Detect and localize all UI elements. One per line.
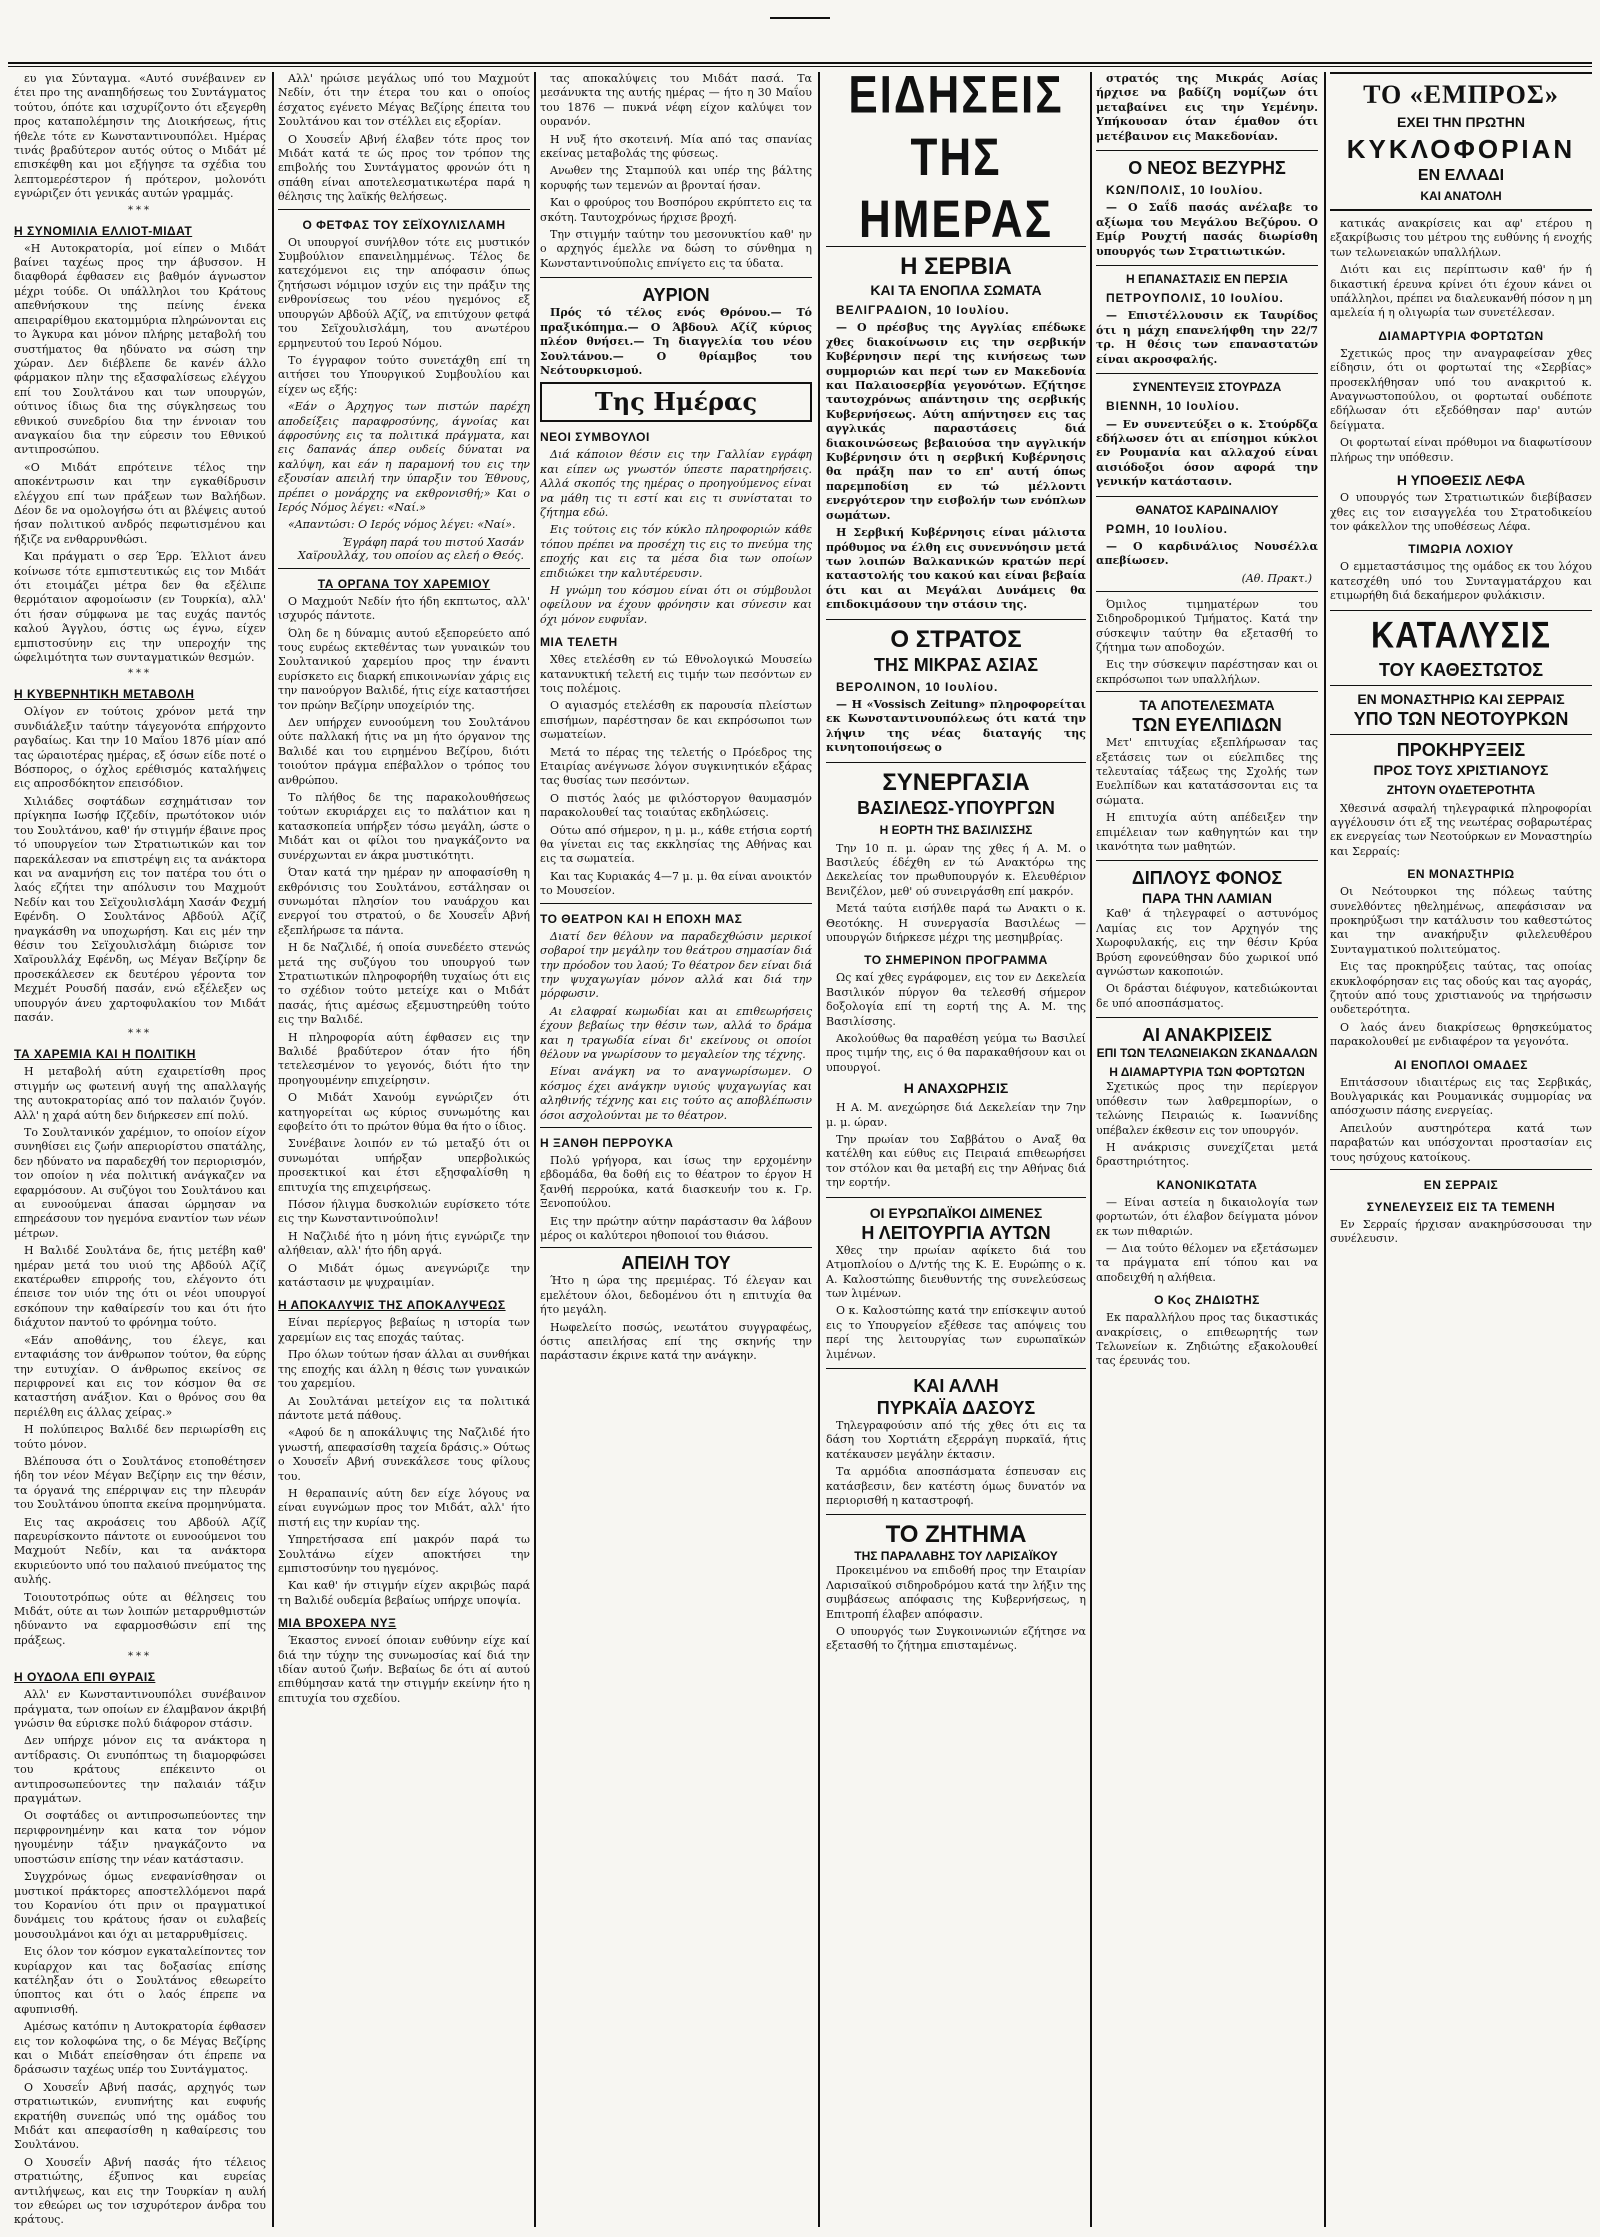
article-paragraph: Επιτάσσουν ιδιαιτέρως εις τας Σερβικάς, Βουλγαρικάς και Ρουμανικάς συμμορίας να απόσχωσιν πάσης ενεργείας. <box>1330 1075 1592 1118</box>
section-heading: ΜΙΑ ΤΕΛΕΤΗ <box>540 635 618 650</box>
section-heading: Ο ΣΤΡΑΤΟΣ <box>890 625 1022 653</box>
divider <box>1096 373 1318 374</box>
divider <box>1096 591 1318 592</box>
source-credit: (Αθ. Πρακτ.) <box>1241 571 1312 585</box>
divider <box>278 568 530 569</box>
article-paragraph: Είναι ανάγκη να το αναγνωρίσωμεν. Ο κόσμος έχει ανάγκην υγιούς ψυχαγωγίας και αληθινής τέχνης και εις τούτο ας αποβλέπωσιν όσοι ασχολούνται με το θέατρον. <box>540 1065 812 1122</box>
page-header-ornament <box>770 8 830 28</box>
dateline: ΒΕΛΙΓΡΑΔΙΟΝ, 10 Ιουλίου. <box>836 303 1010 317</box>
section-heading: ΕΝ ΣΕΡΡΑΙΣ <box>1423 1178 1499 1193</box>
article-paragraph: Πόσον ήλιγμα δυσκολιών ευρίσκετο τότε εις την Κωνσταντινούπολιν! <box>278 1198 530 1226</box>
section-heading: Ο ΦΕΤΦΑΣ ΤΟΥ ΣΕΪΧΟΥΛΙΣΛΑΜΗ <box>302 217 506 232</box>
section-subheading: Η ΛΕΙΤΟΥΡΓΙΑ ΑΥΤΩΝ <box>861 1222 1051 1243</box>
section-heading: ΣΥΝΕΡΓΑΣΙΑ <box>882 768 1030 796</box>
article-paragraph: Ολίγον εν τούτοις χρόνον μετά την συνδιάλεξιν ταύτην τάγεγονότα επήρχοντο ραγδαίως. Και την 10 Μαΐου 1876 μίαν από τας ώραιοτέρας ημέρας, εξ όσων είδε ποτέ ο Βόσπορος, ο όχλος ερέθισμός καταλήψεις εις απροσδόκητον επεισόδιον. <box>14 705 266 791</box>
article-paragraph: Το έγγραφον τούτο συνετάχθη επί τη αιτήσει του Υπουργικού Συμβουλίου και είχεν ως εξής: <box>278 353 530 396</box>
article-paragraph: Χθεσινά ασφαλή τηλεγραφικά πληροφορίαι αγγέλουσιν ότι εξ της νεωτέρας σοβαρωτέρας εκ ενεργείας των Νεοτούρκων εν Μοναστηρίω και Σερραίς: <box>1330 801 1592 858</box>
section-subheading: ΤΗΣ ΠΑΡΑΛΑΒΗΣ ΤΟΥ ΛΑΡΙΣΑΪΚΟΥ <box>854 1549 1058 1564</box>
circulation-line: ΚΑΙ ΑΝΑΤΟΛΗ <box>1420 189 1502 203</box>
article-paragraph: Η δε Ναζλιδέ, ή οποία συνεδέετο στενώς μετά της συζύγου του υπουργού των Στρατιωτικών πληροφορήθη τυχαίως ότι εις το σχέδιον τούτο μετείχε και ο Μιδάτ πασάς, ήτις αμέσως εξεμυστηρεύθη τούτο εις την Βαλιδέ. <box>278 941 530 1027</box>
article-paragraph: Πολύ γρήγορα, και ίσως την ερχομένην εβδομάδα, θα δοθή εις το θέατρον το έργον Η ξανθή περρούκα, κατά διασκευήν του κ. Γρ. Ξενοπούλου. <box>540 1153 812 1211</box>
article-paragraph: Ο Χουσεΐν Αβνή πασάς ήτο τέλειος στρατιώτης, έξυπνος και ευρείας αντιλήψεως, και εις την Τουρκίαν η αυλή τον εθεώρει ως τον ισχυρότερον άνδρα του κράτους. <box>14 2155 266 2227</box>
column-5 <box>1096 72 1318 2227</box>
top-rule <box>8 62 1592 64</box>
article-paragraph: — Επιστέλλουσιν εκ Ταυρίδος ότι η μάχη επανελήφθη την 22/7 τρ. Η θέσις των επαναστατών είναι ακροσφαλής. <box>1096 309 1318 366</box>
article-paragraph: Η νυξ ήτο σκοτεινή. Μία από τας σπανίας εκείνας μεταβολάς της φύσεως. <box>540 132 812 161</box>
headline-subtitle: ΤΟΥ ΚΑΘΕΣΤΩΤΟΣ <box>1378 659 1544 680</box>
article-paragraph: Συγχρόνως όμως ενεφανίσθησαν οι μυστικοί πράκτορες αποστελλόμενοι παρά του Κορανίου ότι πριν οι πραγματικοί δυνάμεις του κράτους ήσαν οι ευλαβείς μουσουλμάνοι και όχι αι μεταρρυθμίσεις. <box>14 1870 266 1941</box>
article-paragraph: Οι δράσται διέφυγον, κατεδιώκονται δε υπό αποσπάσματος. <box>1096 982 1318 1010</box>
dateline: ΚΩΝ/ΠΟΛΙΣ, 10 Ιουλίου. <box>1106 183 1264 198</box>
section-heading: ΑΙ ΕΝΟΠΛΟΙ ΟΜΑΔΕΣ <box>1393 1057 1528 1072</box>
article-paragraph: ευ για Σύνταγμα. «Αυτό συνέβαινεν εν έτει προ της αναπηδήσεως του Συντάγματος τούτου, όπότε και ισχυρίζοντο ότι εξεγερθη προς καταπολέμησιν της Διοικήσεως, ήτις ήθελε τότε εν Κωνσταντινουπόλει. Ημέρας τινάς βραδύτερον αυτός ούτος ο Μιδάτ μέ επισκέφθη και μοι εξήγησε τα σχέδια του λεπτομερέστερον ή πρότερον, μολονότι εγνώριζεν ότι γενικάς αυτών γραμμάς. <box>14 72 266 201</box>
section-heading: ΔΙΑΜΑΡΤΥΡΙΑ ΦΟΡΤΩΤΩΝ <box>1378 328 1544 343</box>
article-paragraph: — Ο Σαΐδ πασάς ανέλαβε το αξίωμα του Μεγάλου Βεζύρου. Ο Εμίρ Ρουχτή πασάς διωρίσθη υπουργός των Στρατιωτικών. <box>1096 201 1318 258</box>
article-paragraph: Αλλ' εν Κωνσταντινουπόλει συνέβαινον πράγματα, των οποίων εν έλαμβανον άκριβή γνώσιν θα εύρισκε πολύ διάφορον στάσιν. <box>14 1688 266 1731</box>
article-paragraph: Η πληροφορία αύτη έφθασεν εις την Βαλιδέ βραδύτερον όταν ήτο ήδη τετελεσμένον το γεγονός, διότι ήτο την προηγουμένην επιχείρησιν. <box>278 1030 530 1087</box>
article-paragraph: Όλη δε η δύναμις αυτού εξεπορεύετο από τους ευρέως εκτεθέντας των γυναικών του Σουλτανικού χαρεμίου προς την έναντι ευρίσκετο εις διαρκή επικοινωνίαν χάρις εις την πανούργον Βαλιδέ, ήτις είχε καταστήσει τον πρώην Βεζίρην υποχείριόν της. <box>278 626 530 712</box>
section-heading: ΤΟ ΖΗΤΗΜΑ <box>885 1521 1027 1549</box>
column-rule <box>534 72 536 2227</box>
column-1 <box>14 72 266 2227</box>
section-stars: *** <box>128 1028 152 1040</box>
article-paragraph: Αι ελαφραί κωμωδίαι και αι επιθεωρήσεις έχουν βεβαίως την θέσιν των, αλλά το δράμα και η τραγωδία είναι δι' εκείνους οι οποίοι θέλουν να γνωρίσουν το μεγαλείον της τέχνης. <box>540 1004 812 1061</box>
article-paragraph: Βλέπουσα ότι ο Σουλτάνος ετοποθέτησεν ήδη τον νέον Μέγαν Βεζίρην εις την θέσιν, τα όργανά της επέρριψαν εις την πλευράν του Σουλτάνου ύποπτα εκείνα προμηνύματα. <box>14 1454 266 1512</box>
section-stars: *** <box>128 204 152 216</box>
section-heading: ΣΥΝΕΝΤΕΥΞΙΣ ΣΤΟΥΡΔΖΑ <box>1132 380 1282 395</box>
article-paragraph: Το Σουλτανικόν χαρέμιον, το οποίον είχον συνηθίσει εις ζωήν απεριορίστου σπατάλης, δεν ηδύνατο να παραδεχθή τον περιορισμόν, τον οποίον η νέα πολιτική ανάγκαζεν να εφαρμόσουν. Αι συζύγοι του Σουλτάνου και αι ευνοούμεναι άπασαι ώρμησαν να επηρεάσουν τον ηγεμόνα εναντίον των νέων μέτρων. <box>14 1126 266 1240</box>
article-paragraph: — Είναι αστεία η δικαιολογία των φορτωτών, ότι έλαβον δείγματα μόνον εκ των πιθαριών. <box>1096 1195 1318 1238</box>
article-paragraph: Ο Μιδάτ Χανούμ εγνώριζεν ότι κατηγορείται ως κύριος συνωμότης και εφοβείτο ότι το πρώτον θύμα θα ήτο ο ίδιος. <box>278 1091 530 1133</box>
article-paragraph: Αλλ' ηρώισε μεγάλως υπό του Μαχμούτ Νεδίν, ότι την έτερα του και ο οποίος έσχατος εγένετο Μέγας Βεζίρης έπειτα του Σουλτάνου και τον στέλλει εις εξορίαν. <box>278 72 530 129</box>
section-subheading: ΠΡΟΣ ΤΟΥΣ ΧΡΙΣΤΙΑΝΟΥΣ <box>1373 761 1549 778</box>
article-paragraph: Ως καί χθες εγράφομεν, εις τον εν Δεκελεία Βασιλικόν πύργον θα τελεσθή σήμερον δοξολογία επί τη εορτή της Α. Μ. της Βασιλίσσης. <box>826 971 1086 1028</box>
article-paragraph: Η θεραπαινίς αύτη δεν είχε λόγους να είναι ευγνώμων προς τον Μιδάτ, αλλ' ήτο πιστή εις την κυρίαν της. <box>278 1486 530 1529</box>
section-heading: ΝΕΟΙ ΣΥΜΒΟΥΛΟΙ <box>540 430 650 445</box>
article-paragraph: Η ανάκρισις συνεχίζεται μετά δραστηριότητος. <box>1096 1140 1318 1169</box>
article-paragraph: Την πρωίαν του Σαββάτου ο Αναξ θα κατέλθη και εύθυς εις Πειραιά επιθεωρήσει τον στόλον και θα μεταβή εις την Αθήνας διά την εορτήν. <box>826 1133 1086 1190</box>
news-of-the-day-title: ΕΙΔΗΣΕΙΣ ΤΗΣ ΗΜΕΡΑΣ <box>848 72 1064 250</box>
article-paragraph: Σχετικώς προς την περίεργον υπόθεσιν των λαθρεμπορίων, ο τελώνης Πειραιώς κ. Ιωαννίδης υπέβαλεν έκθεσιν εις τον υπουργόν. <box>1096 1080 1318 1137</box>
article-paragraph: «Εάν αποθάνης, του έλεγε, και ενταφιάσης τον άνθρωπον τούτον, θα εύρης την ευτυχίαν. Ο άνθρωπος εκείνος σε περιφρονεί και εις τον κόσμον θα σε καταστήση ανάξιον. Και ο θρόνος σου θα περιέλθη εις άλλας χείρας.» <box>14 1333 266 1419</box>
column-rule <box>1090 72 1092 2227</box>
article-paragraph: Η Σερβική Κυβέρνησις είναι μάλιστα πρόθυμος να έλθη εις συνεννόησιν μετά των λοιπών Βαλκανικών κρατών περί καταστολής του κακού και είναι βεβαία ότι και αι Μεγάλαι Δυνάμεις θα επιδοκιμάσουν την στάσιν της. <box>826 526 1086 612</box>
ornament-rule-icon <box>770 14 830 22</box>
article-paragraph: Ο αγιασμός ετελέσθη εκ παρουσία πλείστων επισήμων, παρέστησαν δε και εκπρόσωποι των σωματείων. <box>540 699 812 742</box>
section-heading: Η ΚΥΒΕΡΝΗΤΙΚΗ ΜΕΤΑΒΟΛΗ <box>14 687 195 702</box>
section-subheading: ΕΝ ΜΟΝΑΣΤΗΡΙΩ ΚΑΙ ΣΕΡΡΑΙΣ <box>1357 690 1565 707</box>
section-subheading: ΠΥΡΚΑΪΑ ΔΑΣΟΥΣ <box>876 1397 1036 1418</box>
divider <box>826 619 1086 620</box>
section-heading: Η ΣΕΡΒΙΑ <box>900 253 1012 280</box>
divider <box>1330 734 1592 735</box>
article-paragraph: Χθες την πρωίαν αφίκετο διά του Ατμοπλοίου ο Δ/ντής της Κ. Ε. Ευρώπης ο κ. Α. Καλοστώπης διευθυντής της συνελεύσεως των λιμένων. <box>826 1243 1086 1300</box>
dateline: ΒΕΡΟΛΙΝΟΝ, 10 Ιουλίου. <box>836 679 999 694</box>
dateline: ΡΩΜΗ, 10 Ιουλίου. <box>1106 521 1228 536</box>
divider <box>1096 691 1318 692</box>
signature-line: Έγράφη παρά του πιστού Χασάν Χαϊρουλλάχ, του οποίου ας ελεή ο Θεός. <box>297 535 524 562</box>
article-paragraph: Η πολύπειρος Βαλιδέ δεν περιωρίσθη εις τούτο μόνον. <box>14 1423 266 1451</box>
section-subheading: ΠΑΡΑ ΤΗΝ ΛΑΜΙΑΝ <box>1142 890 1272 907</box>
column-rule <box>1324 72 1326 2227</box>
column-6 <box>1330 72 1592 2227</box>
section-heading: ΠΡΟΚΗΡΥΞΕΙΣ <box>1396 739 1526 760</box>
article-paragraph: Ο υπουργός των Συγκοινωνιών εζήτησε να εξετασθή το ζήτημα επισταμένως. <box>826 1625 1086 1653</box>
section-heading: Η ΟΥΔΟΛΑ ΕΠΙ ΘΥΡΑΙΣ <box>14 1670 156 1685</box>
section-subheading: ΕΠΙ ΤΩΝ ΤΕΛΩΝΕΙΑΚΩΝ ΣΚΑΝΔΑΛΩΝ <box>1096 1046 1318 1061</box>
article-paragraph: Ο Χουσεΐν Αβνή έλαβεν τότε προς τον Μιδάτ κατά τε ώς προς τον τρόπον της επιβολής του Συντάγματος φρονών ότι η σπάθη είναι αποτελεσματικωτέρα παρά η θέλησις της λαϊκής θελήσεως. <box>278 132 530 204</box>
article-paragraph: Και τας Κυριακάς 4—7 μ. μ. θα είναι ανοικτόν το Μουσείον. <box>540 869 812 898</box>
section-heading: ΤΟ ΣΗΜΕΡΙΝΟΝ ΠΡΟΓΡΑΜΜΑ <box>864 953 1048 968</box>
article-paragraph: Χιλιάδες σοφτάδων εσχημάτισαν τον πρίγκηπα Ιωσήφ Ιζζεδίν, πρωτότοκον υιόν του Σουλτάνου, καθ' ήν στιγμήν έβαινε προς τό υπουργείον των Στρατιωτικών και τον παρεκάλεσαν να επιστρέψη εις τα ανάκτορα και να αναμνήση εις τον πατέρα του ότι ο λαός εζήτει την απόλυσιν του Μαχμούτ Νεδίν και του Σεϊχουλισλάμη Χασάν Φεχμή Εφένδη. Ο Σουλτάνος Αβδούλ Αζίζ ηναγκάσθη να υποχωρήση. Και εις μέν την θέσιν του Σεϊχουλισλάμη διώρισε τον Χαϊρουλλάχ Εφένδη, ως Μέγαν Βεζίρην δε προσεκάλεσεν εκ δευτέρου γέροντα τον Μεχμέτ Ρουσδή πασάν, ενώ εξέλεξεν ως υπουργόν άνευ χαρτοφυλακίου τον Μιδάτ πασάν. <box>14 794 266 1024</box>
divider <box>278 209 530 210</box>
circulation-line: ΚΥΚΛΟΦΟΡΙΑΝ <box>1346 134 1576 164</box>
article-paragraph: Η Ναζλιδέ ήτο η μόνη ήτις εγνώριζε την αλήθειαν, αλλ' ήτο ήδη αργά. <box>278 1229 530 1258</box>
article-paragraph: Ο Χουσεΐν Αβνή πασάς, αρχηγός των στρατιωτικών, ενυπνήτης και ευφυής εκρατήθη συνεπώς υπό της ομάδος του Μιδάτ και απεφασίσθη η καθαίρεσις του Σουλτάνου. <box>14 2080 266 2152</box>
divider <box>1330 1169 1592 1170</box>
article-paragraph: Διότι και εις περίπτωσιν καθ' ήν ή δικαστική έρευνα κρίνει ότι έχουν κάνει οι υπάλληλοι, πρέπει να διαλευκανθή πόσον η μη αμελεία ή η ολιγωρία των συνετέλεσαν. <box>1330 263 1592 320</box>
article-paragraph: τας αποκαλύψεις του Μιδάτ πασά. Τα μεσάνυκτα της αυτής ημέρας — ήτο η 30 Μαΐου του 1876 — πυκνά νέφη είχον καλύψει τον ουρανόν. <box>540 72 812 129</box>
section-heading: ΚΑΙ ΑΛΛΗ <box>913 1375 999 1396</box>
article-paragraph: Ο υπουργός των Στρατιωτικών διεβίβασεν χθες εις τον εισαγγελέα του Στρατοδικείου τον φάκελλον της υποθέσεως Λέφα. <box>1330 491 1592 533</box>
section-heading: ΑΠΕΙΛΗ ΤΟΥ <box>621 1253 731 1274</box>
column-rule <box>818 72 820 2227</box>
feature-title: Της Ημέρας <box>594 387 758 417</box>
article-paragraph: Οι σοφτάδες οι αντιπροσωπεύοντες την περιφρονημένην και κατα τον νόμον ηγουμένην τάξιν ηναγκάζοντο να υποστώσιν επίσης την νέαν κατάστασιν. <box>14 1809 266 1866</box>
section-stars: *** <box>128 668 152 680</box>
divider <box>1096 265 1318 266</box>
section-heading: ΚΑΝΟΝΙΚΩΤΑΤΑ <box>1156 1177 1258 1192</box>
article-paragraph: Ανωθεν της Σταμπούλ και υπέρ της βάλτης κορυφής των τεμενών αι βρονταί ήσαν. <box>540 164 812 192</box>
divider <box>826 1368 1086 1369</box>
article-paragraph: Οι υπουργοί συνήλθον τότε εις μυστικόν Συμβούλιον επανειλημμένως. Τέλος δε κατεχόμενοι εις την απόφασιν όπως ζητήσωσι νόμιμον ισχύν εις την πράξιν της ενθρονίσεως του νέου ηγεμόνος εξ υπουργών Αβδούλ Αζίζ, να επιτύχουν φετφά του Σεϊχουλισλάμη, του ανωτέρου ερμηνευτού του Ιερού Νόμου. <box>278 235 530 350</box>
article-paragraph: Όταν κατά την ημέραν ην αποφασίσθη η εκθρόνισις του Σουλτάνου, εστάλησαν οι συνωμόται πλησίον του ναυάρχου και ενεργοί του στρατού, ο δε Χουσεΐν Αβνή εξεπλήρωσε τα πάντα. <box>278 866 530 937</box>
article-paragraph: Διατί δεν θέλουν να παραδεχθώσιν μερικοί σοβαροί την μεγάλην του θεάτρου σημασίαν διά την πρόοδον του λαού; Το θέατρον δεν είναι διά την ψυχαγωγίαν μόνον αλλά και διά την μόρφωσιν. <box>540 929 812 1001</box>
section-subheading: ΒΑΣΙΛΕΩΣ-ΥΠΟΥΡΓΩΝ <box>857 797 1055 818</box>
section-heading: Ο ΝΕΟΣ ΒΕΖΥΡΗΣ <box>1128 158 1286 179</box>
article-paragraph: Τα αρμόδια αποσπάσματα έσπευσαν εις κατάσβεσιν, δεν κατέστη όμως δυνατόν να περιορισθή η καταστροφή. <box>826 1465 1086 1507</box>
section-heading: ΔΙΠΛΟΥΣ ΦΟΝΟΣ <box>1131 868 1283 889</box>
section-heading: Η ΑΝΑΧΩΡΗΣΙΣ <box>903 1080 1009 1097</box>
section-heading: Η ΑΠΟΚΑΛΥΨΙΣ ΤΗΣ ΑΠΟΚΑΛΥΨΕΩΣ <box>278 1298 506 1313</box>
article-paragraph: Ακολούθως θα παραθέση γεύμα τω Βασιλεί προς τιμήν της, εις ό θα παρακαθήσουν και οι υπουργοί. <box>826 1032 1086 1074</box>
article-paragraph: Τηλεγραφούσιν από τής χθες ότι εις τα δάση του Χορτιάτη εξερράγη πυρκαϊά, ήτις κατέκαυσεν μεγάλην έκτασιν. <box>826 1418 1086 1461</box>
section-heading: ΘΑΝΑΤΟΣ ΚΑΡΔΙΝΑΛΙΟΥ <box>1135 502 1279 517</box>
column-rule <box>272 72 274 2227</box>
circulation-line: ΕΝ ΕΛΛΑΔΙ <box>1417 167 1505 184</box>
section-subheading: ΖΗΤΟΥΝ ΟΥΔΕΤΕΡΟΤΗΤΑ <box>1386 782 1536 797</box>
divider <box>826 1197 1086 1198</box>
article-paragraph: Δεν υπήρχε μόνον εις τα ανάκτορα η αντίδρασις. Οι ενυπόπτως τη διαμορφώσει του κράτους επέκειντο οι αντιπροσωπεύοντες την παλαιάν τάξιν πραγμάτων. <box>14 1734 266 1806</box>
section-heading: ΟΙ ΕΥΡΩΠΑΪΚΟΙ ΔΙΜΕΝΕΣ <box>869 1204 1043 1221</box>
section-heading: ΜΙΑ ΒΡΟΧΕΡΑ ΝΥΞ <box>278 1616 397 1631</box>
article-paragraph: Η επιτυχία αύτη απέδειξεν την επιμέλειαν των καθηγητών και την ικανότητα των μαθητών. <box>1096 811 1318 854</box>
article-paragraph: στρατός της Μικράς Ασίας ήρχισε να βαδίζη νομίζων ότι μεταβαίνει εις την Υεμένην. Υπήκουσαν όταν έμαθον ότι μετέβαινον εις Μακεδονίαν. <box>1096 72 1318 143</box>
article-paragraph: Ο λαός άνευ διακρίσεως θρησκεύματος παρακολουθεί με ενδιαφέρον τα γεγονότα. <box>1330 1020 1592 1049</box>
article-paragraph: Καθ' ά τηλεγραφεί ο αστυνόμος Λαμίας εις τον Αρχηγόν της Χωροφυλακής, εις την θέσιν Κρύα Βρύση εφονεύθησαν δύο χωρικοί υπό αγνώστων κακοποιών. <box>1096 907 1318 979</box>
section-subheading: Η ΕΟΡΤΗ ΤΗΣ ΒΑΣΙΛΙΣΣΗΣ <box>879 822 1033 837</box>
newspaper-name: ΤΟ «ΕΜΠΡΟΣ» <box>1363 80 1559 109</box>
divider <box>540 1247 812 1248</box>
divider <box>826 762 1086 763</box>
divider <box>540 277 812 278</box>
article-paragraph: Την 10 π. μ. ώραν της χθες ή Α. Μ. ο Βασιλεύς έδέχθη εν τώ Ανακτόρω της Δεκελείας τον πρωθυπουργόν κ. Ελευθέριον Βενιζέλον, μεθ' ού συνειργάσθη επί μακρόν. <box>826 841 1086 898</box>
article-paragraph: Η Βαλιδέ Σουλτάνα δε, ήτις μετέβη καθ' ημέραν μετά του υιού της Αβδούλ Αζίζ εκατέρωθεν επιρροής του, ελέγοντο ότι έπεισε τον υιόν της ότι οι νέοι υπουργοί εσκόπουν την καθαίρεσίν του και ότι ήτο διάχυτον παντού το φρόνημα τούτο. <box>14 1244 266 1330</box>
article-paragraph: Την στιγμήν ταύτην του μεσονυκτίου καθ' ην ο αρχηγός έμελλε να δώση το σύνθημα η Κωνσταντινούπολις επνίγετο εις τα ύδατα. <box>540 228 812 270</box>
article-paragraph: — Εν συνεντεύξει ο κ. Στούρδζα εδήλωσεν ότι αι επίσημοι κύκλοι εν Ρουμανία και αλλαχού είναι αισιόδοξοι όσον αφορά την γενικήν κατάστασιν. <box>1096 417 1318 489</box>
article-paragraph: Διά κάποιον θέσιν εις την Γαλλίαν εγράφη και είπεν ως γνωστόν ύπεστε παρατηρήσεις. Αλλά σκοπός της ημέρας ο προηγούμενος είναι να μάθη τις τι εστί και εις τι συνίσταται το ζήτημα εδώ. <box>540 448 812 519</box>
column-2 <box>278 72 530 2227</box>
divider <box>1096 496 1318 497</box>
article-paragraph: Εκ παραλλήλου προς τας δικαστικάς ανακρίσεις, ο επιθεωρητής των Τελωνείων κ. Ζηδιώτης εξακολουθεί τας έρευνάς του. <box>1096 1311 1318 1368</box>
article-paragraph: Μετά ταύτα εισήλθε παρά τω Ανακτι ο κ. Θεοτόκης. Η συνεργασία Βασιλέως — υπουργών διήρκεσε μέχρι της μεσημβρίας. <box>826 902 1086 944</box>
dateline: ΠΕΤΡΟΥΠΟΛΙΣ, 10 Ιουλίου. <box>1106 291 1284 306</box>
section-subheading: Η ΔΙΑΜΑΡΤΥΡΙΑ ΤΩΝ ΦΟΡΤΩΤΩΝ <box>1109 1065 1305 1080</box>
circulation-line: ΕΧΕΙ ΤΗΝ ΠΡΩΤΗΝ <box>1397 114 1525 130</box>
section-subheading: ΥΠΟ ΤΩΝ ΝΕΟΤΟΥΡΚΩΝ <box>1353 708 1569 729</box>
article-paragraph: Δεν υπήρχεν ευνοούμενη του Σουλτάνου ούτε παλλακή ήτις να μη ήτο όργανον της Βαλιδέ και του ειρημένου Βεζίρου, διότι τοιούτον πράγμα επέβαλλον ο τρόπος του ανθρώπου. <box>278 716 530 787</box>
section-heading: Η ΞΑΝΘΗ ΠΕΡΡΟΥΚΑ <box>540 1135 674 1150</box>
article-paragraph: Η Α. Μ. ανεχώρησε διά Δεκελείαν την 7ην μ. μ. ώραν. <box>826 1101 1086 1129</box>
section-heading: ΤΑ ΟΡΓΑΝΑ ΤΟΥ ΧΑΡΕΜΙΟΥ <box>317 576 491 591</box>
section-heading: ΤΙΜΩΡΙΑ ΛΟΧΙΟΥ <box>1408 542 1514 557</box>
column-3 <box>540 72 812 2227</box>
article-paragraph: Ο Μαχμούτ Νεδίν ήτο ήδη εκπτωτος, αλλ' ισχυρός πάντοτε. <box>278 594 530 623</box>
article-paragraph: Ο πιστός λαός με φιλόστοργον θαυμασμόν παρακολουθεί τας τοιαύτας εκδηλώσεις. <box>540 791 812 820</box>
article-paragraph: — Ο καρδινάλιος Νουσέλλα απεβίωσεν. <box>1096 539 1318 568</box>
article-paragraph: Εις την πρώτην αύτην παράστασιν θα λάβουν μέρος οι καλύτεροι ηθοποιοί του θιάσου. <box>540 1214 812 1242</box>
article-paragraph: «Ο Μιδάτ επρότεινε τέλος την αποκέντρωσιν και την εγκαθίδρυσιν ελέγχου επί των πράξεων των Βαλήδων. Δέον δε να ομολογήσω ότι αι βλέψεις αυτού ήσαν πολιτικού ανδρός πεφωτισμένου και ήξιζε να ενθαρρυνθώσι. <box>14 460 266 546</box>
section-heading: Η ΣΥΝΟΜΙΛΙΑ ΕΛΛΙΟΤ-ΜΙΔΑΤ <box>14 223 193 238</box>
section-heading: ΑΙ ΑΝΑΚΡΙΣΕΙΣ <box>1142 1025 1272 1046</box>
section-heading: ΤΟ ΘΕΑΤΡΟΝ ΚΑΙ Η ΕΠΟΧΗ ΜΑΣ <box>540 911 743 926</box>
divider <box>1330 685 1592 686</box>
article-paragraph: Οι Νεότουρκοι της πόλεως ταύτης συνελθόντες ηθελημένως, απεφάσισαν να προκηρύξωσι την κατάλυσιν του καθεστώτος και την ανακήρυξιν φιλελευθέρου Συνταγματικού πολιτεύματος. <box>1330 885 1592 956</box>
article-paragraph: — Δια τούτο θέλομεν να εξετάσωμεν τα πράγματα επί τόπου και να αποδειχθή η αλήθεια. <box>1096 1241 1318 1284</box>
section-subheading: ΤΗΣ ΜΙΚΡΑΣ ΑΣΙΑΣ <box>873 654 1039 675</box>
section-heading: ΤΑ ΑΠΟΤΕΛΕΣΜΑΤΑ <box>1139 697 1275 714</box>
column-4 <box>826 72 1086 2227</box>
feature-title-box <box>540 382 812 422</box>
article-paragraph: Εν Σερραίς ήρχισαν ανακηρύσσουσαι την συνέλευσιν. <box>1330 1218 1592 1246</box>
top-rule-thin <box>8 66 1592 67</box>
section-heading: ΕΝ ΜΟΝΑΣΤΗΡΙΩ <box>1407 867 1515 882</box>
teaser-paragraph: Πρός τό τέλος ενός Θρόνου.— Τό πραξικόπημα.— Ο Άβδουλ Αζίζ κύριος πλέον θνήσει.— Τη διαγγελία του νέου Σουλτάνου.— Ο θρίαμβος του Νεότουρκισμού. <box>540 306 812 377</box>
section-subheading: ΣΥΝΕΛΕΥΣΕΙΣ ΕΙΣ ΤΑ ΤΕΜΕΝΗ <box>1366 1200 1556 1215</box>
section-stars: *** <box>128 1651 152 1663</box>
article-paragraph: κατικάς ανακρίσεις και αφ' ετέρου η εξακρίβωσις του μέτρου της ευθύνης ή ενοχής των τελωνειακών υπαλλήλων. <box>1330 217 1592 259</box>
article-paragraph: Απειλούν αυστηρότερα κατά των παραβατών και υπόσχονται προστασίαν εις τους ησύχους κατοίκους. <box>1330 1121 1592 1164</box>
article-paragraph: Εις την σύσκεψιν παρέστησαν και οι εκπρόσωποι των υπαλλήλων. <box>1096 658 1318 686</box>
section-subheading: ΤΩΝ ΕΥΕΛΠΙΔΩΝ <box>1132 715 1282 736</box>
article-paragraph: Ο κ. Καλοστώπης κατά την επίσκεψιν αυτού εις το Υπουργείον εξέθεσε τας απόψεις του περί της λειτουργίας των ευρωπαϊκών λιμένων. <box>826 1304 1086 1361</box>
section-heading: ΑΥΡΙΟΝ <box>642 285 710 306</box>
section-heading: Η ΕΠΑΝΑΣΤΑΣΙΣ ΕΝ ΠΕΡΣΙΑ <box>1126 272 1288 287</box>
article-paragraph: Όμιλος τιμηματέρων του Σιδηροδρομικού Τμήματος. Κατά την σύσκεψιν ταύτην θα εξετασθή το ζήτημα των αποδοχών. <box>1096 597 1318 654</box>
article-paragraph: Και πράγματι ο σερ Έρρ. Έλλιοτ άνευ κοίνωσε τότε εμπιστευτικώς εις τον Μιδάτ ότι ετοιμάζει μέτρα δεν θα εξέλιπε θερμόταιον αφομοίωσιν (εν Τουρκία), αλλ' ότι ήσαν σύμφωνα με τας ευχάς παντός καλού Άγγλου, όστις ως έγνω, είχεν εμπιστοσύνην εις την υπεροχήν της ώφελιμότητα των συνταγματικών θεσμών. <box>14 550 266 665</box>
article-paragraph: Έκαστος εννοεί όποιαν ευθύνην είχε καί διά την τύχην της συνωμοσίας καί διά την ιδίαν αυτού ζωήν. Βεβαίως δε ότι αί αυτού επιθύμησαν κατά την στιγμήν εκείνην ήτο η επιτυχία του σχεδίου. <box>278 1634 530 1705</box>
article-paragraph: Ήτο η ώρα της πρεμιέρας. Τό έλεγαν και εμελέτουν όλοι, δεδομένου ότι η επιτυχία θα ήτο μεγάλη. <box>540 1274 812 1317</box>
article-paragraph: Υπηρετήσασα επί μακρόν παρά τω Σουλτάνω είχεν αποκτήσει την εμπιστοσύνην του ηγεμόνος. <box>278 1533 530 1575</box>
article-paragraph: Και καθ' ήν στιγμήν είχεν ακριβώς παρά τη Βαλιδέ ουδεμία βεβαίως υπήρχε υποψία. <box>278 1579 530 1607</box>
headline: ΚΑΤΑΛΥΣΙΣ <box>1371 613 1551 656</box>
quoted-decree: «Εάν ο Άρχηγος των πιστών παρέχη αποδείξεις παραφροσύνης, άγνοίας και άφροσύνης εις τα πολιτικά πράγματα, και εις δαπανάς άπερ ουδείς δύναται να καλύψη, και εάν η παραμονή του εις την εξουσίαν απειλή την ύπαρξιν του Έθνους, πρέπει ο μονάρχης να εκθρονισθή;» Και ο Ιερός Νόμος λέγει: «Ναί.» <box>278 400 530 514</box>
article-paragraph: Τοιουτοτρόπως ούτε αι θέλησεις του Μιδάτ, ούτε αι των λοιπών μεταρρυθμιστών ηδύναντο να εφαρμοσθώσιν επί της πράξεως. <box>14 1590 266 1647</box>
article-paragraph: — Η «Vossisch Zeitung» πληροφορείται εκ Κωνσταντινουπόλεως ότι κατά την λήψιν της νέας διαταγής της κινητοποιήσεως ο <box>826 697 1086 755</box>
article-paragraph: — Ο πρέσβυς της Αγγλίας επέδωκε χθες διακοίνωσιν εις την σερβικήν Κυβέρνησιν περί της κινήσεως των συμμοριών και περί των εν Μακεδονία και Παλαιοσερβία γεγονότων. Εζήτησε ταυτοχρόνως απάντησιν της σερβικής Κυβερνήσεως. Αύτη απήντησεν εις τας αγγλικάς παραστάσεις διά διακοινώσεως βεβαιούσα την αγγλικήν Κυβέρνησιν ότι η σερβική Κυβέρνησις θα πράξη παν το επ' αυτή όπως παρεμποδίση εν τώ μέλλοντι ενεργότερον την εισβολήν των ενόπλων σωμάτων. <box>826 321 1086 522</box>
section-heading: ΤΑ ΧΑΡΕΜΙΑ ΚΑΙ Η ΠΟΛΙΤΙΚΗ <box>14 1047 196 1062</box>
article-paragraph: Η μεταβολή αύτη εχαιρετίσθη προς στιγμήν ως φωτεινή αυγή της απαλλαγής της αυτοκρατορίας από τον παλαιόν ζυγόν. Αλλ' η χαρά αύτη δεν διήρκεσεν επί πολύ. <box>14 1065 266 1122</box>
article-paragraph: «Αφού δε η αποκάλυψις της Ναζλιδέ ήτο γνωστή, απεφασίσθη ταχεία δράσις.» Ούτως ο Χουσεΐν Αβνή συνεκάλεσε τους φίλους του. <box>278 1426 530 1483</box>
article-paragraph: Το πλήθος δε της παρακολουθήσεως τούτων εκυριάρχει εις το παλάτιον και η κατασκοπεία υπήρξεν τόσω μεγάλη, ώστε ο Μιδάτ και οι φίλοι του ηναγκάζοντο να συνέρχωνται εν άκρα μυστικότητι. <box>278 791 530 862</box>
divider <box>826 1514 1086 1515</box>
circulation-box <box>1330 72 1592 211</box>
divider <box>1096 1017 1318 1018</box>
divider <box>540 1127 812 1128</box>
article-paragraph: Η γνώμη του κόσμου είναι ότι οι σύμβουλοι οφείλουν να έχουν φρόνησιν και σύνεσιν και όχι μόνον ευφυΐαν. <box>540 583 812 626</box>
section-subheading: ΚΑΙ ΤΑ ΕΝΟΠΛΑ ΣΩΜΑΤΑ <box>870 282 1042 298</box>
article-paragraph: Μετ' επιτυχίας εξεπλήρωσαν τας εξετάσεις των οι εύελπιδες της τελευταίας τάξεως της Σχολής των Ευελπίδων και κατατάσσονται εις τα σώματα. <box>1096 736 1318 807</box>
dateline: ΒΙΕΝΝΗ, 10 Ιουλίου. <box>1106 399 1240 414</box>
article-paragraph: Ο Μιδάτ όμως ανεγνώριζε την κατάστασιν με ψυχραιμίαν. <box>278 1261 530 1290</box>
article-paragraph: Αμέσως κατόπιν η Αυτοκρατορία έφθασεν εις τον κολοφώνα της, ο δε Μέγας Βεζίρης και ο Μιδάτ επείσθησαν ότι έπρεπε να δράσωσιν ταχέως υπέρ του Συντάγματος. <box>14 2020 266 2077</box>
article-paragraph: Οι φορτωταί είναι πρόθυμοι να διαφωτίσουν πλήρως την υπόθεσιν. <box>1330 436 1592 464</box>
section-heading: Η ΥΠΟΘΕΣΙΣ ΛΕΦΑ <box>1396 472 1526 489</box>
article-paragraph: Ο εμμεταστάσιμος της ομάδος εκ του λόχου κατεσχέθη υπό του Συνταγματάρχου και ετιμωρήθη διά δεκαήμερον φυλάκισιν. <box>1330 560 1592 603</box>
article-paragraph: Προ όλων τούτων ήσαν άλλαι αι συνθήκαι της εποχής και άλλη η θέσις των γυναικών του χαρεμίου. <box>278 1348 530 1391</box>
article-paragraph: Είναι περίεργος βεβαίως η ιστορία των χαρεμίων εις τας εποχάς ταύτας. <box>278 1316 530 1344</box>
divider <box>1096 860 1318 861</box>
article-paragraph: Αι Σουλτάναι μετείχον εις τα πολιτικά πάντοτε μετά πάθους. <box>278 1394 530 1422</box>
article-paragraph: Εις τας προκηρύξεις ταύτας, τας οποίας εκυκλοφόρησαν εις τας οδούς και τας αγοράς, ζητούν από τους χριστιανούς να τηρήσωσιν ουδετερότητα. <box>1330 960 1592 1017</box>
divider <box>1330 610 1592 611</box>
article-paragraph: Και ο φρούρος του Βοσπόρου εκρύπτετο εις τα σκότη. Ταυτοχρόνως ήρχισε βροχή. <box>540 196 812 224</box>
article-paragraph: Σχετικώς προς την αναγραφείσαν χθες είδησιν, ότι οι φορτωταί της «Σερβίας» προσεκλήθησαν υπό του ανακριτού κ. Αναγνωστοπούλου, οι φορτωταί ουδέποτε εδήλωσαν ότι εξεδόθησαν παρ' αυτών δείγματα. <box>1330 346 1592 432</box>
article-paragraph: Χθες ετελέσθη εν τώ Εθνολογικώ Μουσείω κατανυκτική τελετή εις τιμήν των πεσόντων εν τοις πολέμοις. <box>540 653 812 695</box>
article-paragraph: «Η Αυτοκρατορία, μοί είπεν ο Μιδάτ βαίνει ταχέως προς την άβυσσον. Η διαφθορά έφθασεν εις βαθμόν άγνωστον μέχρι τούδε. Οι υπάλληλοι του Κράτους απεθνήσκουν της πείνης ένεκα απειραρίθμου εκατομμύρια πληρώνονται εις το Άγκυρα και μόνον πλήρης μεταβολή του συστήματος θα ηδύνατο να σώση την χώραν. Δεν διέβλεπε δε κανέν άλλο φάρμακον πλην της εξασφαλίσεως ελέγχου επί του Σουλτάνου και των υπουργών, ούτινος ίδιως δια της σύγκλησεως του εθνικού συνεδρίου δια την έννοιαν του αναγκαίου δια την εύρεσιν του Εθνικού αντιπροσώπου. <box>14 241 266 457</box>
article-paragraph: Συνέβαινε λοιπόν εν τώ μεταξύ ότι οι συνωμόται υπήρξαν υπερβολικώς προσεκτικοί και έτσι εξησφαλίσθη η επιτυχία της επιχειρήσεως. <box>278 1137 530 1194</box>
article-paragraph: Ούτω από σήμερον, η μ. μ., κάθε ετήσια εορτή θα γίνεται εις τας εκκλησίας της Αθήνας και εις τα σωματεία. <box>540 823 812 866</box>
section-heading: Ο Κος ΖΗΔΙΩΤΗΣ <box>1154 1293 1260 1308</box>
article-paragraph: Εις τούτοις εις τόν κύκλο πληροφοριών κάθε τόπου πρέπει να προσέχη τις εις το πνεύμα της εποχής και εις τα μέσα δια των οποίων επιδιώκει την καλυτέρευσιν. <box>540 523 812 580</box>
article-paragraph: Ηωφελείτο ποσώς, νεωτάτου συγγραφέως, όστις απειλήσας επί της σκηνής την παράστασιν έκρινε κατά την ανάγκην. <box>540 1320 812 1363</box>
article-paragraph: Προκειμένου να επιδοθή προς την Εταιρίαν Λαρισαϊκού σιδηροδρόμου κατά την λήξιν της συμβάσεως απόφασις της Κυβερνήσεως, η Επιτροπή έλαβεν απόφασιν. <box>826 1564 1086 1621</box>
article-paragraph: Εις τας ακροάσεις του Αβδούλ Αζίζ παρευρίσκοντο πάντοτε οι ευνοούμενοι του Μαχμούτ Νεδίν, και τα ανάκτορα εκυριεύοντο υπό του παλαιού πνεύματος της αυλής. <box>14 1515 266 1587</box>
divider <box>540 903 812 904</box>
divider <box>1096 150 1318 151</box>
article-paragraph: Μετά το πέρας της τελετής ο Πρόεδρος της Εταιρίας ανέγνωσε λόγον συγκινητικόν εξάρας τας θυσίας των πεσόντων. <box>540 745 812 788</box>
quoted-decree: «Απαντώσι: Ο Ιερός νόμος λέγει: «Ναί». <box>288 518 516 532</box>
article-paragraph: Εις όλον τον κόσμον εγκαταλείποντες τον κυρίαρχον και τας δοξασίας επίσης κατέληξαν ότι ο Σουλτάνος εθεωρείτο ύποπτος και ότι ο λαός έπρεπε να αφυπνισθή. <box>14 1945 266 2016</box>
